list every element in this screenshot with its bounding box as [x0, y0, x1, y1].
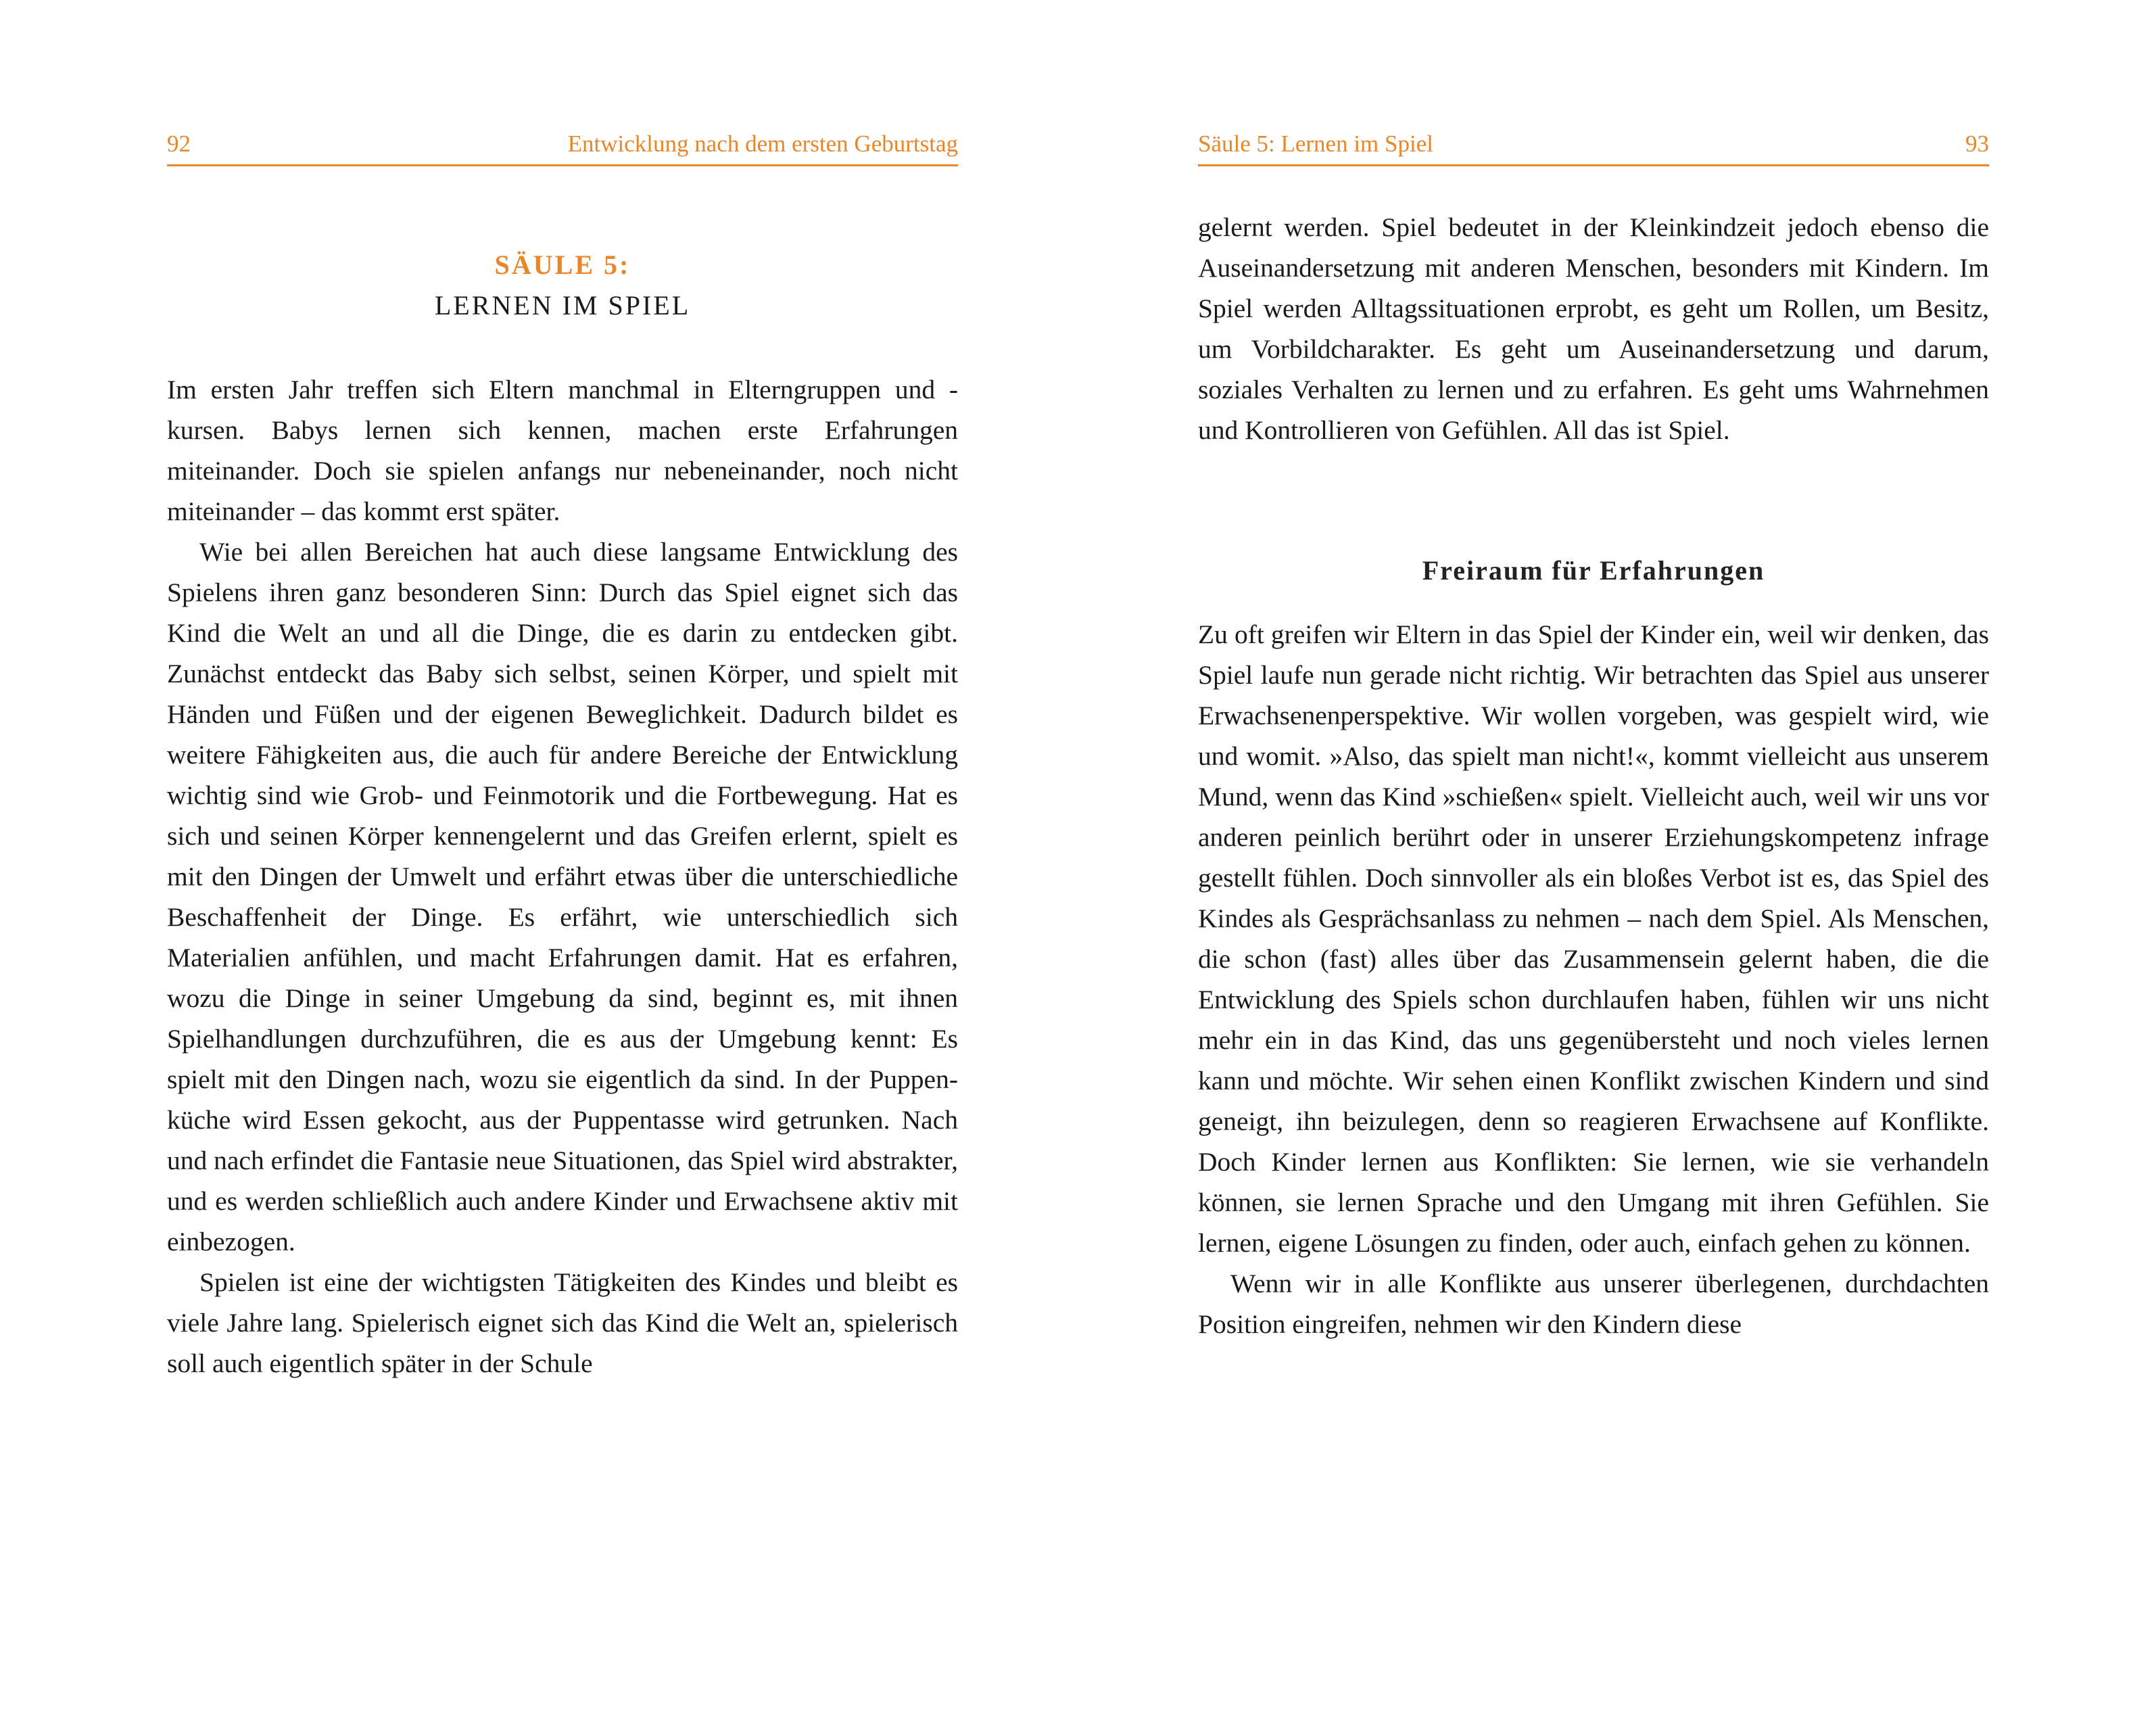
running-title: Säule 5: Lernen im Spiel — [1198, 131, 1433, 157]
paragraph: Zu oft greifen wir Eltern in das Spiel der Kinder ein, weil wir denken, das Spiel laufe nun gerade nicht richtig. Wir betrachten das Spiel aus unserer Erwachsenenperspektive. Wir wollen vorgeben, was gespielt wird, wie und womit. »Also, das spielt man nicht!«, kommt vielleicht aus unserem Mund, wenn das Kind »schießen« spielt. Vielleicht auch, weil wir uns vor anderen peinlich berührt oder in unserer Erziehungskompetenz infrage gestellt fühlen. Doch sinnvoller als ein bloßes Verbot ist es, das Spiel des Kindes als Gesprächsanlass zu nehmen – nach dem Spiel. Als Menschen, die schon (fast) alles über das Zusammensein gelernt haben, die die Entwicklung des Spiels schon durchlaufen haben, fühlen wir uns nicht mehr ein in das Kind, das uns gegenübersteht und noch vieles lernen kann und möchte. Wir sehen einen Konflikt zwischen Kindern und sind geneigt, ihn beizulegen, denn so reagieren Erwachsene auf Konflikte. Doch Kinder lernen aus Konflikten: Sie lernen, wie sie verhandeln können, sie lernen Sprache und den Umgang mit ihren Gefühlen. Sie lernen, eigene Lösungen zu finden, oder auch, einfach gehen zu können. — [1198, 619, 1989, 1258]
left-page — [0, 0, 1041, 1717]
chapter-title — [167, 245, 958, 326]
paragraph: Wie bei allen Bereichen hat auch diese langsame Entwicklung des Spielens ihren ganz besonderen Sinn: Durch das Spiel eignet sich das Kind die Welt an und all die Dinge, die es darin zu entdecken gibt. Zunächst entdeckt das Baby sich selbst, seinen Körper, und spielt mit Händen und Füßen und der eigenen Beweglichkeit. Dadurch bildet es weitere Fähigkeiten aus, die auch für andere Bereiche der Entwicklung wichtig sind wie Grob- und Feinmotorik und die Fortbewegung. Hat es sich und seinen Körper kennengelernt und das Greifen erlernt, spielt es mit den Dingen der Umwelt und erfährt etwas über die unterschiedliche Beschaffenheit der Dinge. Es erfährt, wie unterschiedlich sich Materialien anfühlen, und macht Erfahrungen damit. Hat es erfahren, wozu die Dinge in seiner Umgebung da sind, beginnt es, mit ihnen Spielhandlungen durchzuführen, die es aus der Umgebung kennt: Es spielt mit den Dingen nach, wozu sie eigentlich da sind. In der Puppenküche wird Essen gekocht, aus der Puppentasse wird getrunken. Nach und nach erfindet die Fantasie neue Situationen, das Spiel wird abstrakter, und es werden schließlich auch andere Kinder und Erwachsene aktiv mit einbezogen. — [167, 537, 958, 1256]
left-running-head — [167, 128, 958, 166]
right-body-text — [1198, 614, 1989, 1344]
paragraph: Spielen ist eine der wichtigsten Tätigkeiten des Kindes und bleibt es viele Jahre lang. Spielerisch eignet sich das Kind die Welt an, spielerisch soll auch eigentlich später in der Schule — [167, 1267, 958, 1378]
page-number: 92 — [167, 131, 191, 157]
chapter-name: LERNEN IM SPIEL — [434, 290, 691, 321]
section-heading: Freiraum für Erfahrungen — [1422, 555, 1765, 586]
page-number: 93 — [1965, 131, 1989, 157]
paragraph: Wenn wir in alle Konflikte aus unserer überlegenen, durchdachten Position eingreifen, nehmen wir den Kindern diese — [1198, 1269, 1989, 1339]
left-body-text — [167, 369, 958, 1384]
chapter-label: SÄULE 5: — [494, 250, 631, 280]
right-page — [1137, 0, 2156, 1717]
right-running-head — [1198, 128, 1989, 166]
right-intro-text — [1198, 207, 1989, 450]
paragraph: gelernt werden. Spiel bedeutet in der Kleinkindzeit jedoch ebenso die Auseinandersetzung mit anderen Menschen, besonders mit Kindern. Im Spiel werden Alltagssituationen erprobt, es geht um Rollen, um Besitz, um Vorbildcharakter. Es geht um Auseinandersetzung und darum, soziales Verhalten zu lernen und zu erfahren. Es geht ums Wahrnehmen und Kontrollieren von Gefühlen. All das ist Spiel. — [1198, 212, 1989, 445]
running-title: Entwicklung nach dem ersten Geburtstag — [567, 131, 958, 157]
paragraph: Im ersten Jahr treffen sich Eltern manchmal in Elterngruppen und -kursen. Babys lernen sich kennen, machen erste Erfahrungen miteinander. Doch sie spielen anfangs nur nebeneinander, noch nicht miteinander – das kommt erst später. — [167, 375, 958, 526]
